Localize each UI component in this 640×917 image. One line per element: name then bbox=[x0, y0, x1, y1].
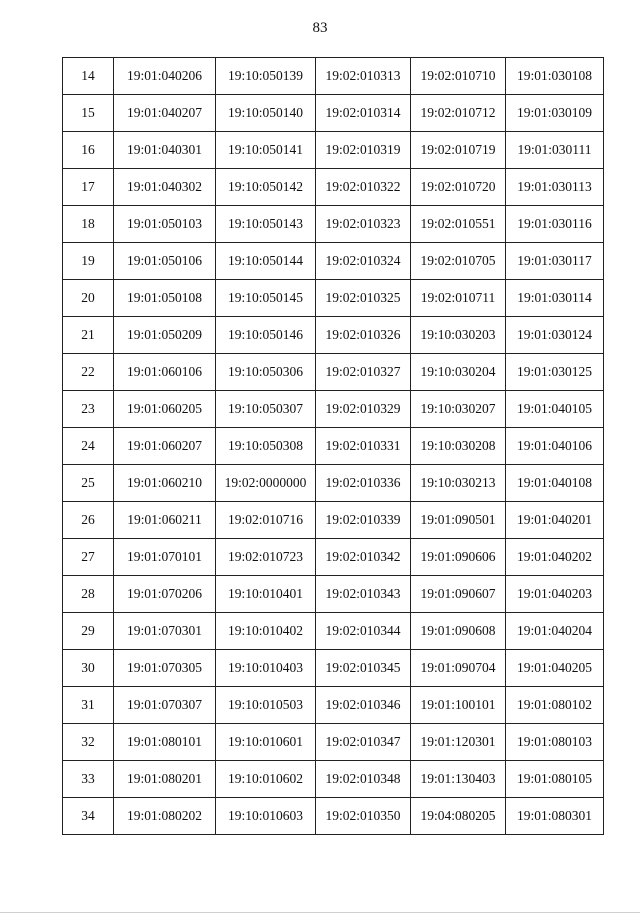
cadastral-number-cell: 19:02:010719 bbox=[411, 132, 506, 169]
row-number-cell: 25 bbox=[63, 465, 114, 502]
row-number-cell: 31 bbox=[63, 687, 114, 724]
cadastral-number-cell: 19:01:040203 bbox=[506, 576, 604, 613]
cadastral-number-cell: 19:02:010331 bbox=[316, 428, 411, 465]
cadastral-number-cell: 19:10:010403 bbox=[216, 650, 316, 687]
cadastral-number-cell: 19:01:040302 bbox=[114, 169, 216, 206]
table-row bbox=[63, 465, 604, 502]
cadastral-number-cell: 19:02:010710 bbox=[411, 58, 506, 95]
cadastral-number-cell: 19:01:080301 bbox=[506, 798, 604, 835]
cadastral-number-cell: 19:10:010401 bbox=[216, 576, 316, 613]
cadastral-number-cell: 19:01:080102 bbox=[506, 687, 604, 724]
cadastral-number-cell: 19:10:050139 bbox=[216, 58, 316, 95]
cadastral-number-cell: 19:01:070305 bbox=[114, 650, 216, 687]
table-row bbox=[63, 687, 604, 724]
row-number-cell: 34 bbox=[63, 798, 114, 835]
cadastral-number-cell: 19:02:010348 bbox=[316, 761, 411, 798]
cadastral-number-cell: 19:01:070101 bbox=[114, 539, 216, 576]
table-row bbox=[63, 576, 604, 613]
cadastral-number-cell: 19:02:010347 bbox=[316, 724, 411, 761]
cadastral-number-cell: 19:10:050144 bbox=[216, 243, 316, 280]
cadastral-number-cell: 19:01:070301 bbox=[114, 613, 216, 650]
cadastral-number-cell: 19:10:050143 bbox=[216, 206, 316, 243]
cadastral-number-cell: 19:02:010314 bbox=[316, 95, 411, 132]
cadastral-number-cell: 19:02:010322 bbox=[316, 169, 411, 206]
row-number-cell: 16 bbox=[63, 132, 114, 169]
cadastral-number-cell: 19:01:090501 bbox=[411, 502, 506, 539]
table-row bbox=[63, 613, 604, 650]
table-body bbox=[63, 58, 604, 835]
cadastral-number-cell: 19:01:030116 bbox=[506, 206, 604, 243]
row-number-cell: 15 bbox=[63, 95, 114, 132]
row-number-cell: 19 bbox=[63, 243, 114, 280]
row-number-cell: 27 bbox=[63, 539, 114, 576]
cadastral-number-cell: 19:10:050141 bbox=[216, 132, 316, 169]
table-row bbox=[63, 317, 604, 354]
cadastral-number-cell: 19:02:010319 bbox=[316, 132, 411, 169]
cadastral-number-cell: 19:02:010339 bbox=[316, 502, 411, 539]
cadastral-number-cell: 19:01:030124 bbox=[506, 317, 604, 354]
cadastral-number-cell: 19:02:010313 bbox=[316, 58, 411, 95]
cadastral-number-cell: 19:10:010402 bbox=[216, 613, 316, 650]
cadastral-number-cell: 19:01:030109 bbox=[506, 95, 604, 132]
cadastral-number-cell: 19:10:030203 bbox=[411, 317, 506, 354]
cadastral-number-cell: 19:02:010346 bbox=[316, 687, 411, 724]
row-number-cell: 18 bbox=[63, 206, 114, 243]
cadastral-number-cell: 19:10:050146 bbox=[216, 317, 316, 354]
cadastral-number-cell: 19:01:120301 bbox=[411, 724, 506, 761]
table-row bbox=[63, 724, 604, 761]
row-number-cell: 23 bbox=[63, 391, 114, 428]
cadastral-number-cell: 19:01:040105 bbox=[506, 391, 604, 428]
cadastral-number-cell: 19:01:060207 bbox=[114, 428, 216, 465]
table-row bbox=[63, 798, 604, 835]
row-number-cell: 24 bbox=[63, 428, 114, 465]
cadastral-number-cell: 19:01:030117 bbox=[506, 243, 604, 280]
cadastral-number-cell: 19:10:050142 bbox=[216, 169, 316, 206]
cadastral-number-cell: 19:01:060211 bbox=[114, 502, 216, 539]
cadastral-number-cell: 19:10:050307 bbox=[216, 391, 316, 428]
cadastral-number-cell: 19:02:010720 bbox=[411, 169, 506, 206]
cadastral-number-cell: 19:02:010327 bbox=[316, 354, 411, 391]
cadastral-number-cell: 19:02:010344 bbox=[316, 613, 411, 650]
cadastral-number-cell: 19:10:030208 bbox=[411, 428, 506, 465]
row-number-cell: 30 bbox=[63, 650, 114, 687]
cadastral-number-cell: 19:01:030108 bbox=[506, 58, 604, 95]
cadastral-number-cell: 19:01:070206 bbox=[114, 576, 216, 613]
row-number-cell: 20 bbox=[63, 280, 114, 317]
cadastral-number-cell: 19:01:040206 bbox=[114, 58, 216, 95]
row-number-cell: 28 bbox=[63, 576, 114, 613]
cadastral-number-cell: 19:02:010326 bbox=[316, 317, 411, 354]
table-row bbox=[63, 502, 604, 539]
row-number-cell: 17 bbox=[63, 169, 114, 206]
table-row bbox=[63, 539, 604, 576]
table-row bbox=[63, 354, 604, 391]
cadastral-number-cell: 19:01:060106 bbox=[114, 354, 216, 391]
cadastral-number-cell: 19:01:100101 bbox=[411, 687, 506, 724]
cadastral-number-cell: 19:01:070307 bbox=[114, 687, 216, 724]
cadastral-number-cell: 19:01:090608 bbox=[411, 613, 506, 650]
cadastral-number-cell: 19:02:010350 bbox=[316, 798, 411, 835]
table-row bbox=[63, 95, 604, 132]
table-row bbox=[63, 169, 604, 206]
cadastral-number-cell: 19:01:050106 bbox=[114, 243, 216, 280]
cadastral-number-cell: 19:02:010336 bbox=[316, 465, 411, 502]
cadastral-number-cell: 19:10:010602 bbox=[216, 761, 316, 798]
table-row bbox=[63, 650, 604, 687]
cadastral-number-cell: 19:02:0000000 bbox=[216, 465, 316, 502]
cadastral-number-cell: 19:10:050306 bbox=[216, 354, 316, 391]
cadastral-number-cell: 19:10:010603 bbox=[216, 798, 316, 835]
cadastral-number-cell: 19:01:080105 bbox=[506, 761, 604, 798]
cadastral-number-cell: 19:02:010551 bbox=[411, 206, 506, 243]
page-number: 83 bbox=[312, 20, 328, 36]
cadastral-number-cell: 19:02:010712 bbox=[411, 95, 506, 132]
cadastral-number-cell: 19:01:030113 bbox=[506, 169, 604, 206]
cadastral-numbers-table bbox=[62, 57, 604, 835]
table-row bbox=[63, 58, 604, 95]
cadastral-number-cell: 19:02:010723 bbox=[216, 539, 316, 576]
table-row bbox=[63, 243, 604, 280]
row-number-cell: 33 bbox=[63, 761, 114, 798]
cadastral-number-cell: 19:10:050140 bbox=[216, 95, 316, 132]
cadastral-number-cell: 19:01:090704 bbox=[411, 650, 506, 687]
cadastral-number-cell: 19:10:050145 bbox=[216, 280, 316, 317]
cadastral-number-cell: 19:01:080103 bbox=[506, 724, 604, 761]
table-row bbox=[63, 428, 604, 465]
cadastral-number-cell: 19:01:080101 bbox=[114, 724, 216, 761]
table-row bbox=[63, 206, 604, 243]
cadastral-number-cell: 19:02:010323 bbox=[316, 206, 411, 243]
cadastral-number-cell: 19:10:010503 bbox=[216, 687, 316, 724]
cadastral-number-cell: 19:01:050103 bbox=[114, 206, 216, 243]
table-row bbox=[63, 391, 604, 428]
cadastral-number-cell: 19:01:040207 bbox=[114, 95, 216, 132]
cadastral-number-cell: 19:02:010705 bbox=[411, 243, 506, 280]
row-number-cell: 29 bbox=[63, 613, 114, 650]
cadastral-number-cell: 19:01:040106 bbox=[506, 428, 604, 465]
cadastral-number-cell: 19:01:040205 bbox=[506, 650, 604, 687]
cadastral-number-cell: 19:01:080202 bbox=[114, 798, 216, 835]
cadastral-number-cell: 19:01:050108 bbox=[114, 280, 216, 317]
cadastral-number-cell: 19:01:040204 bbox=[506, 613, 604, 650]
cadastral-number-cell: 19:10:010601 bbox=[216, 724, 316, 761]
cadastral-number-cell: 19:01:050209 bbox=[114, 317, 216, 354]
cadastral-number-cell: 19:10:030213 bbox=[411, 465, 506, 502]
cadastral-number-cell: 19:01:130403 bbox=[411, 761, 506, 798]
table-row bbox=[63, 280, 604, 317]
table-row bbox=[63, 132, 604, 169]
cadastral-number-cell: 19:01:030111 bbox=[506, 132, 604, 169]
row-number-cell: 26 bbox=[63, 502, 114, 539]
cadastral-number-cell: 19:01:040108 bbox=[506, 465, 604, 502]
cadastral-number-cell: 19:02:010329 bbox=[316, 391, 411, 428]
cadastral-number-cell: 19:10:030204 bbox=[411, 354, 506, 391]
cadastral-number-cell: 19:01:030114 bbox=[506, 280, 604, 317]
cadastral-number-cell: 19:01:080201 bbox=[114, 761, 216, 798]
cadastral-number-cell: 19:01:030125 bbox=[506, 354, 604, 391]
row-number-cell: 14 bbox=[63, 58, 114, 95]
row-number-cell: 32 bbox=[63, 724, 114, 761]
cadastral-number-cell: 19:01:040301 bbox=[114, 132, 216, 169]
cadastral-number-cell: 19:01:040201 bbox=[506, 502, 604, 539]
cadastral-number-cell: 19:02:010345 bbox=[316, 650, 411, 687]
cadastral-number-cell: 19:02:010716 bbox=[216, 502, 316, 539]
cadastral-number-cell: 19:01:040202 bbox=[506, 539, 604, 576]
cadastral-number-cell: 19:02:010711 bbox=[411, 280, 506, 317]
cadastral-number-cell: 19:02:010342 bbox=[316, 539, 411, 576]
cadastral-number-cell: 19:01:090607 bbox=[411, 576, 506, 613]
cadastral-number-cell: 19:02:010343 bbox=[316, 576, 411, 613]
table-row bbox=[63, 761, 604, 798]
cadastral-number-cell: 19:02:010324 bbox=[316, 243, 411, 280]
cadastral-number-cell: 19:01:060205 bbox=[114, 391, 216, 428]
cadastral-number-cell: 19:10:050308 bbox=[216, 428, 316, 465]
cadastral-number-cell: 19:01:060210 bbox=[114, 465, 216, 502]
row-number-cell: 21 bbox=[63, 317, 114, 354]
cadastral-number-cell: 19:02:010325 bbox=[316, 280, 411, 317]
cadastral-number-cell: 19:04:080205 bbox=[411, 798, 506, 835]
cadastral-number-cell: 19:01:090606 bbox=[411, 539, 506, 576]
page-edge-divider bbox=[0, 912, 640, 913]
cadastral-number-cell: 19:10:030207 bbox=[411, 391, 506, 428]
row-number-cell: 22 bbox=[63, 354, 114, 391]
